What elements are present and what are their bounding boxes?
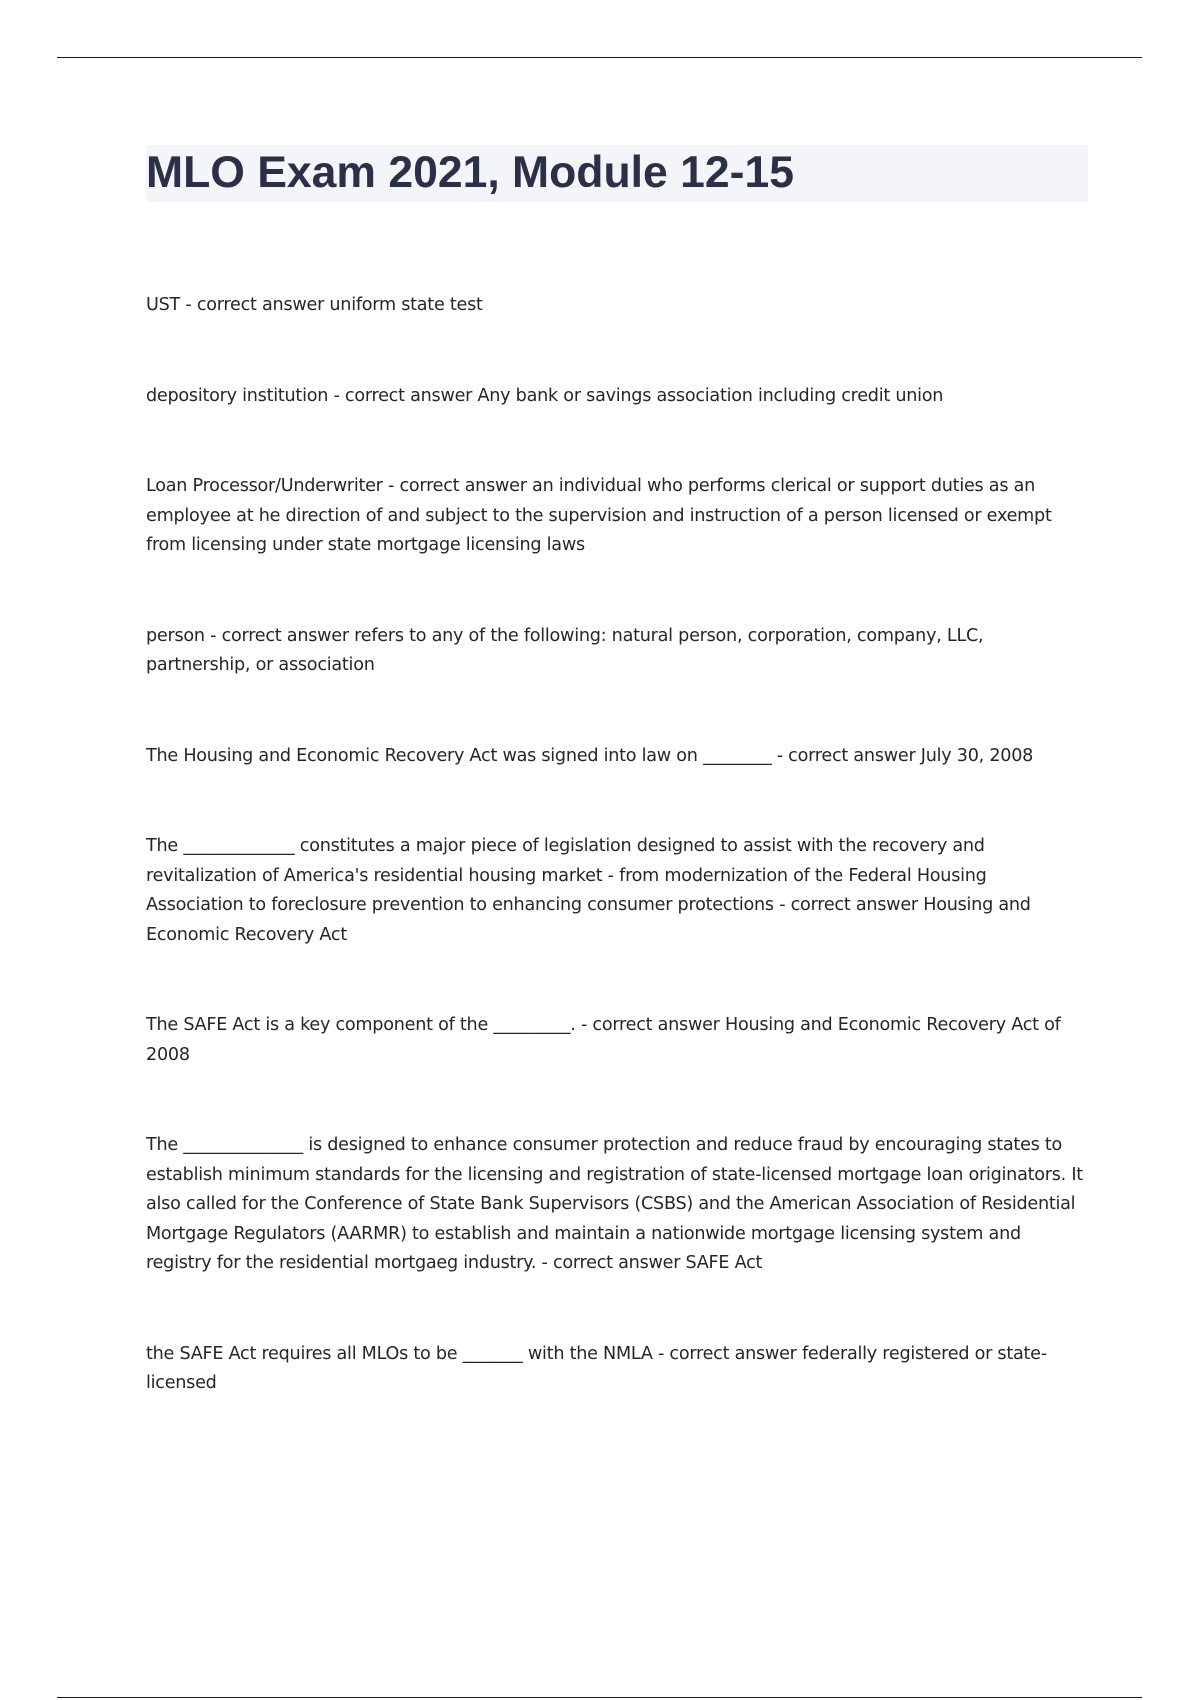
document-title: MLO Exam 2021, Module 12-15 — [146, 148, 794, 197]
flashcard-1: UST - correct answer uniform state test — [146, 295, 483, 315]
flashcard-6: The _____________ constitutes a major piece of legislation designed to assist with the recovery and revitalization of America's residential housing market - from modernization of the Federal Housing Association to foreclosure prevention to enhancing consumer protections - correct answer Housing and Economic Recovery Act — [146, 836, 1031, 945]
flashcard-2: depository institution - correct answer Any bank or savings association including credit union — [146, 385, 944, 406]
flashcard-8: The ______________ is designed to enhance consumer protection and reduce fraud by encouraging states to establish minimum standards for the licensing and registration of state-licensed mortgage loan originators. It also called for the Conference of State Bank Supervisors (CSBS) and the American Association of Residential Mortgage Regulators (AARMR) to establish and maintain a nationwide mortgage licensing system and registry for the residential mortgaeg industry. - correct answer SAFE Act — [146, 1135, 1083, 1273]
top-divider — [57, 57, 1142, 58]
bottom-divider — [57, 1697, 1142, 1698]
flashcard-7: The SAFE Act is a key component of the _________. - correct answer Housing and Economic Recovery Act of 2008 — [146, 1015, 1061, 1065]
flashcard-3: Loan Processor/Underwriter - correct answer an individual who performs clerical or support duties as an employee at he direction of and subject to the supervision and instruction of a person licensed or exempt from licensing under state mortgage licensing laws — [146, 476, 1052, 555]
flashcard-9: the SAFE Act requires all MLOs to be _______ with the NMLA - correct answer federally registered or state-licensed — [146, 1343, 1047, 1393]
flashcard-list — [146, 291, 1088, 1460]
flashcard-5: The Housing and Economic Recovery Act was signed into law on ________ - correct answer July 30, 2008 — [146, 745, 1034, 766]
flashcard-4: person - correct answer refers to any of the following: natural person, corporation, company, LLC, partnership, or association — [146, 625, 984, 675]
